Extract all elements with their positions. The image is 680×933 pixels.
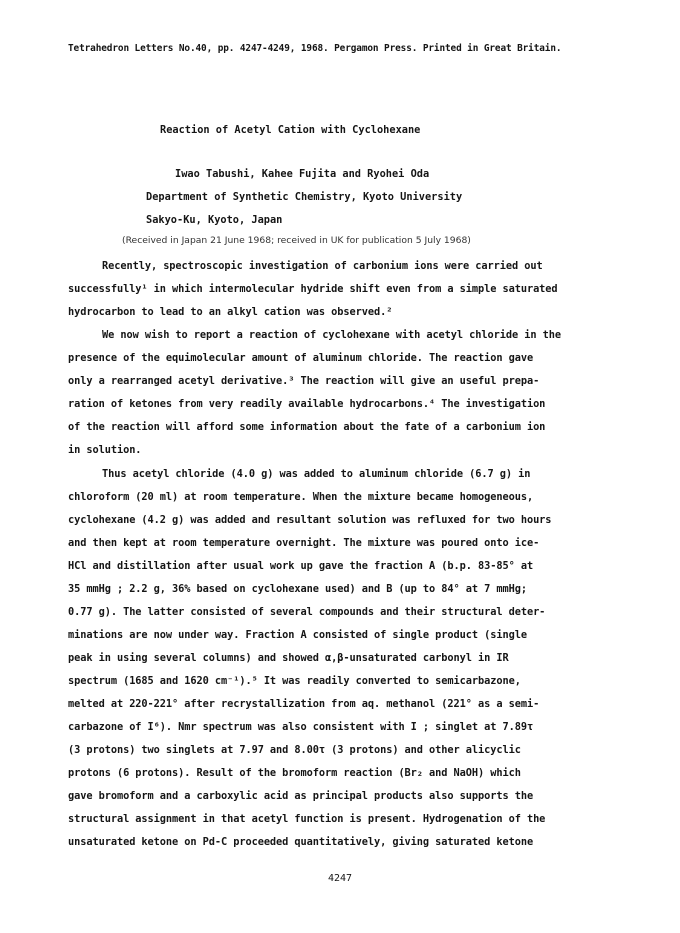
- body-line: melted at 220-221° after recrystallization from aq. methanol (221° as a semi-: [68, 698, 540, 710]
- affiliation-address: Sakyo-Ku, Kyoto, Japan: [146, 214, 283, 226]
- body-line: HCl and distillation after usual work up gave the fraction A (b.p. 83-85° at: [68, 560, 534, 572]
- body-line: carbazone of I⁶). Nmr spectrum was also consistent with I ; singlet at 7.89τ: [68, 721, 534, 733]
- paper-title: Reaction of Acetyl Cation with Cyclohexane: [160, 124, 421, 136]
- body-line: successfully¹ in which intermolecular hydride shift even from a simple saturated: [68, 283, 558, 295]
- body-line: peak in using several columns) and showed α,β-unsaturated carbonyl in IR: [68, 652, 509, 664]
- body-line: (3 protons) two singlets at 7.97 and 8.00τ (3 protons) and other alicyclic: [68, 744, 521, 756]
- affiliation-department: Department of Synthetic Chemistry, Kyoto University: [146, 191, 463, 203]
- body-line: ration of ketones from very readily available hydrocarbons.⁴ The investigation: [68, 398, 546, 410]
- body-line: of the reaction will afford some information about the fate of a carbonium ion: [68, 421, 546, 433]
- journal-header: Tetrahedron Letters No.40, pp. 4247-4249, 1968. Pergamon Press. Printed in Great Britain.: [68, 43, 562, 54]
- body-line: minations are now under way. Fraction A consisted of single product (single: [68, 629, 527, 641]
- body-line: structural assignment in that acetyl function is present. Hydrogenation of the: [68, 813, 546, 825]
- received-dates: (Received in Japan 21 June 1968; received in UK for publication 5 July 1968): [122, 235, 471, 246]
- body-line: We now wish to report a reaction of cyclohexane with acetyl chloride in the: [102, 329, 561, 341]
- body-line: gave bromoform and a carboxylic acid as principal products also supports the: [68, 790, 534, 802]
- body-line: only a rearranged acetyl derivative.³ The reaction will give an useful prepa-: [68, 375, 540, 387]
- body-line: Recently, spectroscopic investigation of carbonium ions were carried out: [102, 260, 543, 272]
- author-list: Iwao Tabushi, Kahee Fujita and Ryohei Oda: [175, 168, 430, 180]
- body-line: hydrocarbon to lead to an alkyl cation was observed.²: [68, 306, 393, 318]
- body-line: chloroform (20 ml) at room temperature. When the mixture became homogeneous,: [68, 491, 534, 503]
- page-number: 4247: [328, 873, 353, 884]
- body-line: protons (6 protons). Result of the bromoform reaction (Br₂ and NaOH) which: [68, 767, 521, 779]
- body-line: 35 mmHg ; 2.2 g, 36% based on cyclohexane used) and B (up to 84° at 7 mmHg;: [68, 583, 527, 595]
- body-line: spectrum (1685 and 1620 cm⁻¹).⁵ It was readily converted to semicarbazone,: [68, 675, 521, 687]
- body-line: and then kept at room temperature overnight. The mixture was poured onto ice-: [68, 537, 540, 549]
- body-line: Thus acetyl chloride (4.0 g) was added to aluminum chloride (6.7 g) in: [102, 468, 531, 480]
- body-line: cyclohexane (4.2 g) was added and resultant solution was refluxed for two hours: [68, 514, 552, 526]
- body-line: unsaturated ketone on Pd-C proceeded quantitatively, giving saturated ketone: [68, 836, 534, 848]
- body-line: presence of the equimolecular amount of aluminum chloride. The reaction gave: [68, 352, 534, 364]
- body-line: 0.77 g). The latter consisted of several compounds and their structural deter-: [68, 606, 546, 618]
- body-line: in solution.: [68, 444, 142, 456]
